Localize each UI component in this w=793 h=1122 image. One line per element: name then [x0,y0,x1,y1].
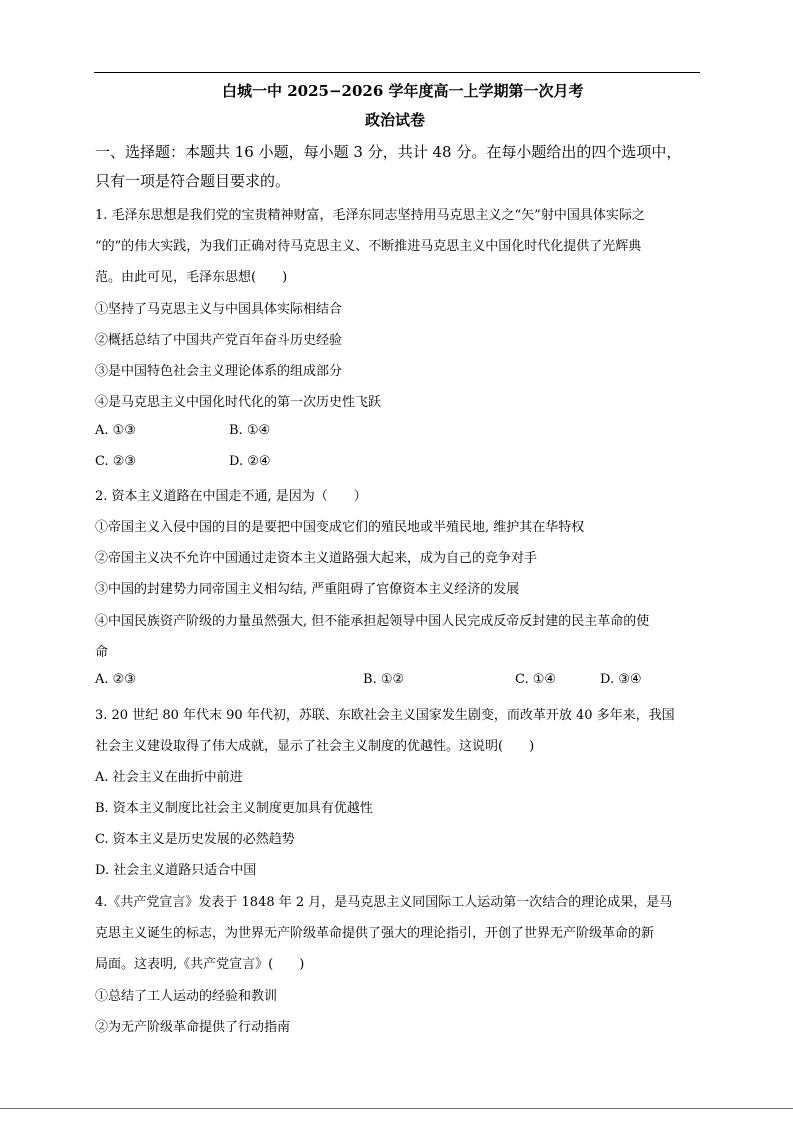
question-1-item-3: ③是中国特色社会主义理论体系的组成部分 [95,364,343,379]
question-1-option-d: D. ②④ [229,454,271,469]
question-3-stem-line-1: 3. 20 世纪 80 年代末 90 年代初，苏联、东欧社会主义国家发生剧变，而改革开放 40 多年来，我国 [95,708,675,723]
question-2-option-b: B. ①② [363,672,405,687]
question-2-item-4-line-1: ④中国民族资产阶级的力量虽然强大, 但不能承担起领导中国人民完成反帝反封建的民主革命的使 [95,614,650,629]
question-3-option-d: D. 社会主义道路只适合中国 [95,863,257,878]
question-3-stem-line-2: 社会主义建设取得了伟大成就，显示了社会主义制度的优越性。这说明( ) [95,739,535,754]
question-2-item-1: ①帝国主义入侵中国的目的是要把中国变成它们的殖民地或半殖民地, 维护其在华特权 [95,520,585,535]
question-1-stem-line-2: “的”的伟大实践，为我们正确对待马克思主义、不断推进马克思主义中国化时代化提供了光辉典 [95,239,642,254]
question-4-stem-line-1: 4.《共产党宣言》发表于 1848 年 2 月，是马克思主义同国际工人运动第一次结合的理论成果，是马 [95,895,673,910]
question-2-option-d: D. ③④ [600,672,642,687]
exam-subject: 政治试卷 [365,111,426,129]
question-3-option-c: C. 资本主义是历史发展的必然趋势 [95,832,295,847]
question-1-option-c: C. ②③ [95,454,137,469]
section-instructions-line-1: 一、选择题：本题共 16 小题，每小题 3 分，共计 48 分。在每小题给出的四个选项中， [95,143,682,161]
question-1-stem-line-3: 范。由此可见，毛泽东思想( ) [95,270,288,285]
exam-title: 白城一中 2025−2026 学年度高一上学期第一次月考 [222,82,584,100]
question-4-item-1: ①总结了工人运动的经验和教训 [95,989,278,1004]
question-1-option-b: B. ①④ [229,423,271,438]
question-2-option-c: C. ①④ [515,672,557,687]
question-4-stem-line-3: 局面。这表明,《共产党宣言》( ) [95,957,305,972]
question-2-stem: 2. 资本主义道路在中国走不通, 是因为（ ） [95,489,367,504]
question-1-option-a: A. ①③ [95,423,136,438]
question-3-option-b: B. 资本主义制度比社会主义制度更加具有优越性 [95,801,373,816]
header-rule [94,72,700,73]
question-2-option-a: A. ②③ [95,672,136,687]
question-1-item-1: ①坚持了马克思主义与中国具体实际相结合 [95,302,343,317]
question-4-stem-line-2: 克思主义诞生的标志，为世界无产阶级革命提供了强大的理论指引，开创了世界无产阶级革命的新 [95,926,655,941]
question-1-item-2: ②概括总结了中国共产党百年奋斗历史经验 [95,333,343,348]
question-4-item-2: ②为无产阶级革命提供了行动指南 [95,1020,291,1035]
question-2-item-4-line-2: 命 [95,645,109,660]
question-1-item-4: ④是马克思主义中国化时代化的第一次历史性飞跃 [95,395,382,410]
page-bottom-rule [0,1108,793,1109]
question-2-item-2: ②帝国主义决不允许中国通过走资本主义道路强大起来，成为自己的竞争对手 [95,551,538,566]
section-instructions-line-2: 只有一项是符合题目要求的。 [95,172,291,190]
question-2-item-3: ③中国的封建势力同帝国主义相勾结, 严重阻碍了官僚资本主义经济的发展 [95,582,520,597]
question-3-option-a: A. 社会主义在曲折中前进 [95,770,243,785]
question-1-stem-line-1: 1. 毛泽东思想是我们党的宝贵精神财富，毛泽东同志坚持用马克思主义之“矢”射中国具体实际之 [95,208,645,223]
